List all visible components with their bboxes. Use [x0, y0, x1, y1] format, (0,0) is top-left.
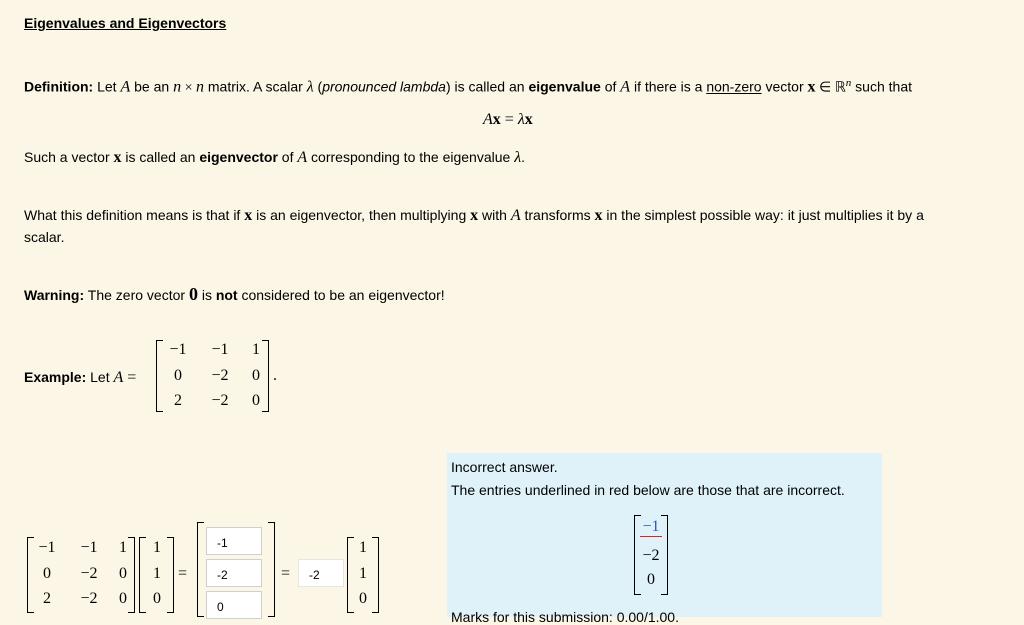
work-vector: 1 1 0 [139, 537, 174, 613]
equals-sign-1: = [178, 565, 188, 582]
incorrect-answer-text: Incorrect answer. [451, 459, 558, 475]
result-vector: 1 1 0 [347, 537, 379, 613]
feedback-explanation: The entries underlined in red below are those that are incorrect. [451, 482, 845, 498]
answer-input-3[interactable] [206, 591, 262, 619]
non-zero-link[interactable]: non-zero [706, 78, 762, 95]
eigenvector-definition: Such a vector x is called an eigenvector of A corresponding to the eigenvalue λ. [24, 149, 526, 166]
warning-text: Warning: The zero vector 0 is not considered to be an eigenvector! [24, 284, 445, 304]
eigen-equation: Ax = λx [483, 111, 533, 128]
example-matrix: −1 −1 1 0 −2 0 2 −2 0 [156, 340, 269, 412]
incorrect-entry: −1 [640, 518, 662, 537]
feedback-panel [447, 453, 882, 625]
feedback-vector: −1 −2 0 [634, 515, 668, 595]
equals-sign-2: = [281, 565, 291, 582]
eigenvalue-input[interactable] [298, 559, 344, 587]
example-label: Example: Let A = [24, 369, 137, 386]
definition-text: Definition: Let A be an n × n matrix. A scalar λ (pronounced lambda) is called an eigenvalue of A if there is a non-zero vector x ∈ ℝ$^n$ such that [24, 77, 912, 96]
answer-input-2[interactable] [206, 559, 262, 587]
page-title: Eigenvalues and Eigenvectors [24, 15, 227, 31]
marks-text: Marks for this submission: 0.00/1.00. [451, 609, 679, 625]
example-period: . [273, 367, 277, 384]
answer-input-1[interactable] [206, 527, 262, 555]
work-matrix: −1 −1 1 0 −2 0 2 −2 0 [27, 537, 135, 613]
meaning-text: What this definition means is that if x is an eigenvector, then multiplying x with A transforms x in the simplest possible way: it just multiplies it by a [24, 207, 924, 224]
meaning-text-line2: scalar. [24, 229, 65, 245]
